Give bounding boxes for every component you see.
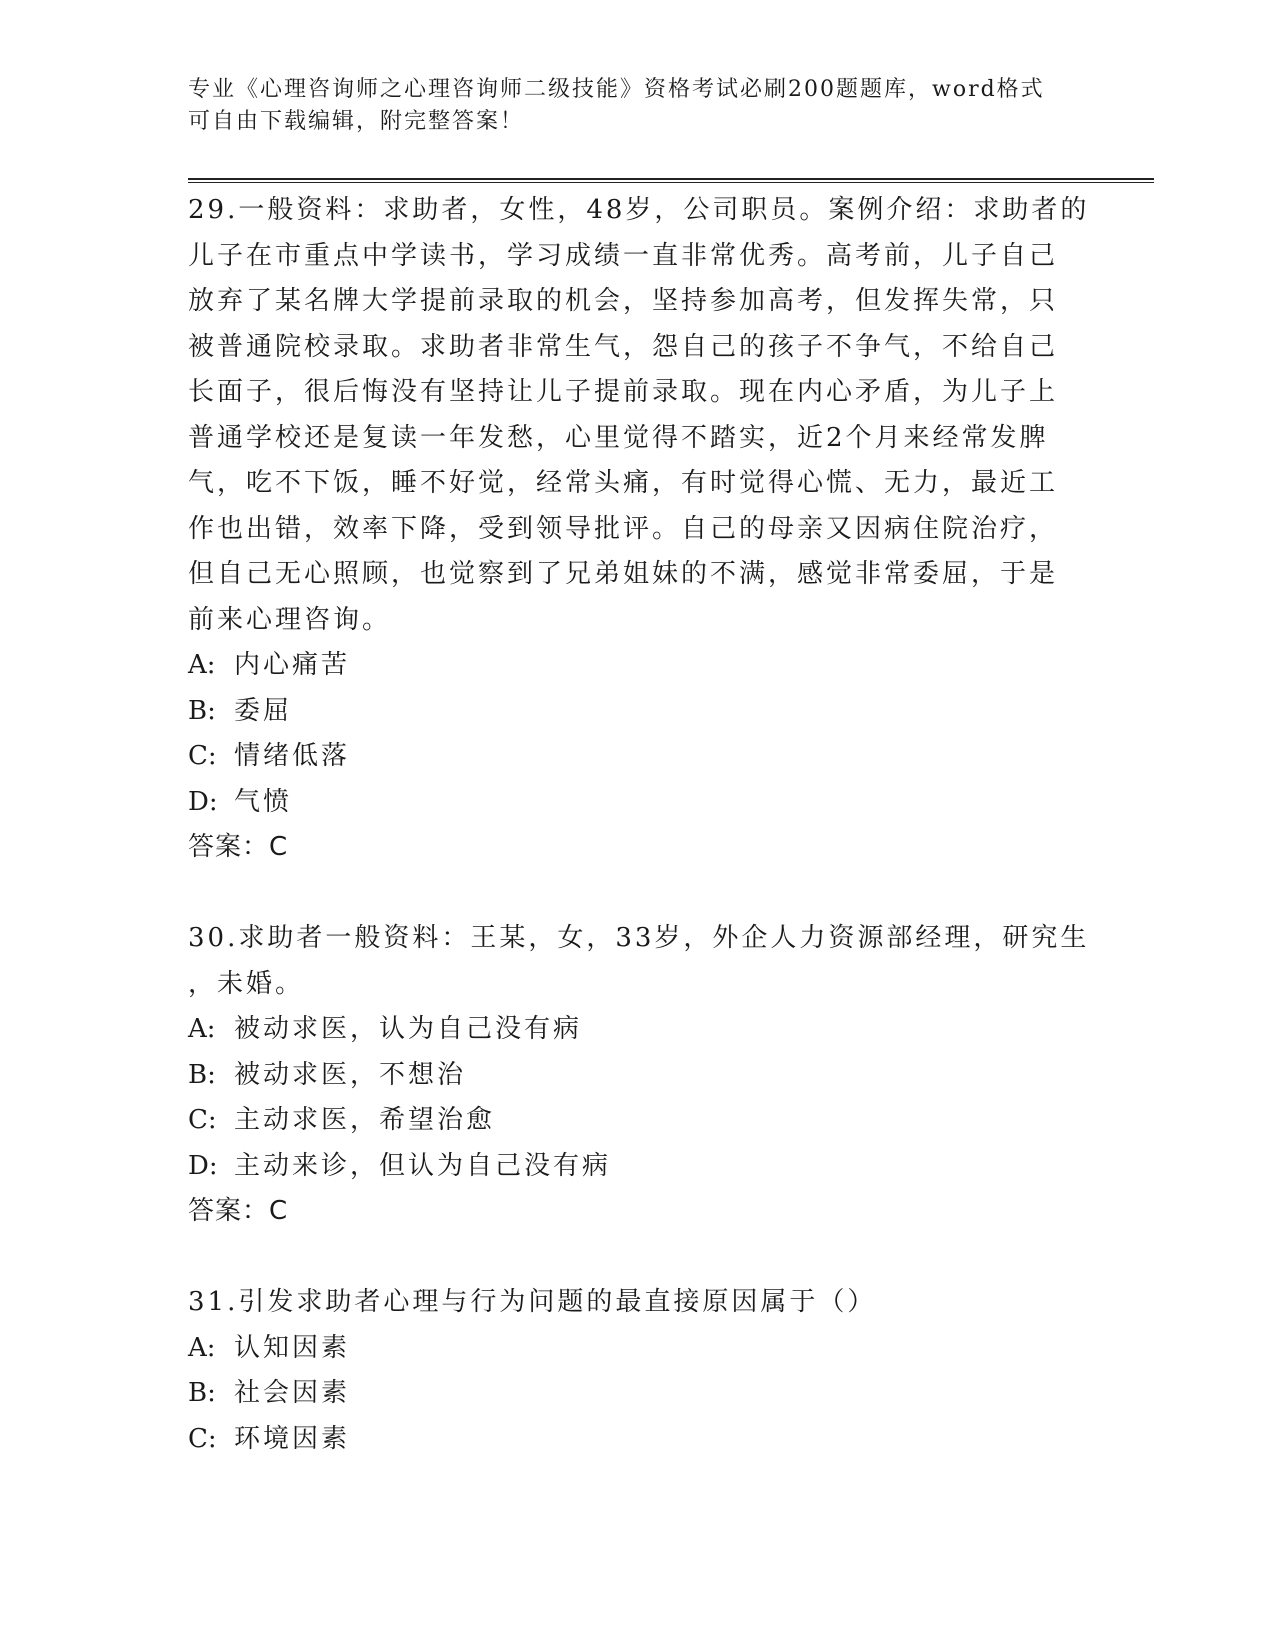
option-label: A: — [188, 650, 216, 680]
option-label: C: — [188, 1423, 217, 1454]
option-text: 社会因素 — [234, 1378, 351, 1408]
option-b — [188, 1053, 1088, 1099]
question-text-line: 但自己无心照顾，也觉察到了兄弟姐妹的不满，感觉非常委屈，于是 — [188, 559, 1059, 589]
option-label: D: — [188, 786, 218, 817]
question-text-line: 儿子在市重点中学读书，学习成绩一直非常优秀。高考前，儿子自己 — [188, 240, 1059, 271]
header-line-1: 专业《心理咨询师之心理咨询师二级技能》资格考试必刷200题题库，word格式 — [188, 77, 1045, 102]
option-text: 被动求医，不想治 — [234, 1059, 467, 1090]
question-text-line: ，未婚。 — [188, 968, 305, 999]
question-spacer — [188, 1235, 1088, 1281]
question-text-line: 29.一般资料：求助者，女性，48岁，公司职员。案例介绍：求助者的 — [188, 195, 1090, 225]
question-29 — [188, 188, 1088, 871]
option-label: B: — [188, 1378, 216, 1408]
question-list — [188, 188, 1088, 1462]
question-30 — [188, 916, 1088, 1235]
question-text-line: 前来心理咨询。 — [188, 604, 392, 635]
question-text-line: 普通学校还是复读一年发愁，心里觉得不踏实，近2个月来经常发脾 — [188, 422, 1049, 453]
option-text: 内心痛苦 — [234, 650, 351, 680]
question-31 — [188, 1280, 1088, 1462]
option-label: C: — [188, 741, 217, 771]
option-a — [188, 1326, 1088, 1372]
question-text-line: 被普通院校录取。求助者非常生气，怨自己的孩子不争气，不给自己 — [188, 331, 1059, 362]
header-divider-thin — [188, 182, 1154, 183]
header-line-2: 可自由下载编辑，附完整答案！ — [188, 109, 525, 134]
option-text: 情绪低落 — [234, 741, 351, 771]
answer-line: 答案：C — [188, 832, 289, 862]
option-text: 主动来诊，但认为自己没有病 — [234, 1150, 612, 1181]
question-text-line: 放弃了某名牌大学提前录取的机会，坚持参加高考，但发挥失常，只 — [188, 286, 1059, 316]
answer-line: 答案：C — [188, 1196, 289, 1226]
question-text-line: 30.求助者一般资料：王某，女，33岁，外企人力资源部经理，研究生 — [188, 923, 1090, 953]
option-label: A: — [188, 1014, 216, 1044]
question-spacer — [188, 871, 1088, 917]
option-text: 环境因素 — [234, 1423, 351, 1454]
option-c — [188, 1417, 1088, 1463]
question-text-line: 长面子，很后悔没有坚持让儿子提前录取。现在内心矛盾，为儿子上 — [188, 377, 1059, 407]
option-d — [188, 780, 1088, 826]
option-label: B: — [188, 1059, 216, 1090]
option-text: 主动求医，希望治愈 — [234, 1105, 496, 1135]
option-text: 委屈 — [234, 695, 293, 726]
option-text: 被动求医，认为自己没有病 — [234, 1014, 583, 1044]
option-label: C: — [188, 1105, 217, 1135]
question-text-line: 作也出错，效率下降，受到领导批评。自己的母亲又因病住院治疗， — [188, 513, 1059, 544]
option-label: A: — [188, 1332, 216, 1363]
option-label: D: — [188, 1150, 218, 1181]
option-b — [188, 1371, 1088, 1417]
option-text: 认知因素 — [234, 1332, 351, 1363]
question-text-line: 气，吃不下饭，睡不好觉，经常头痛，有时觉得心慌、无力，最近工 — [188, 468, 1059, 498]
option-label: B: — [188, 695, 216, 726]
question-text-line: 31.引发求助者心理与行为问题的最直接原因属于（） — [188, 1287, 877, 1317]
option-text: 气愤 — [234, 786, 293, 817]
option-d — [188, 1144, 1088, 1190]
option-b — [188, 689, 1088, 735]
option-a — [188, 1007, 1088, 1053]
header-divider-thick — [188, 178, 1154, 180]
option-a — [188, 643, 1088, 689]
option-c — [188, 1098, 1088, 1144]
page-header — [188, 74, 1088, 138]
option-c — [188, 734, 1088, 780]
